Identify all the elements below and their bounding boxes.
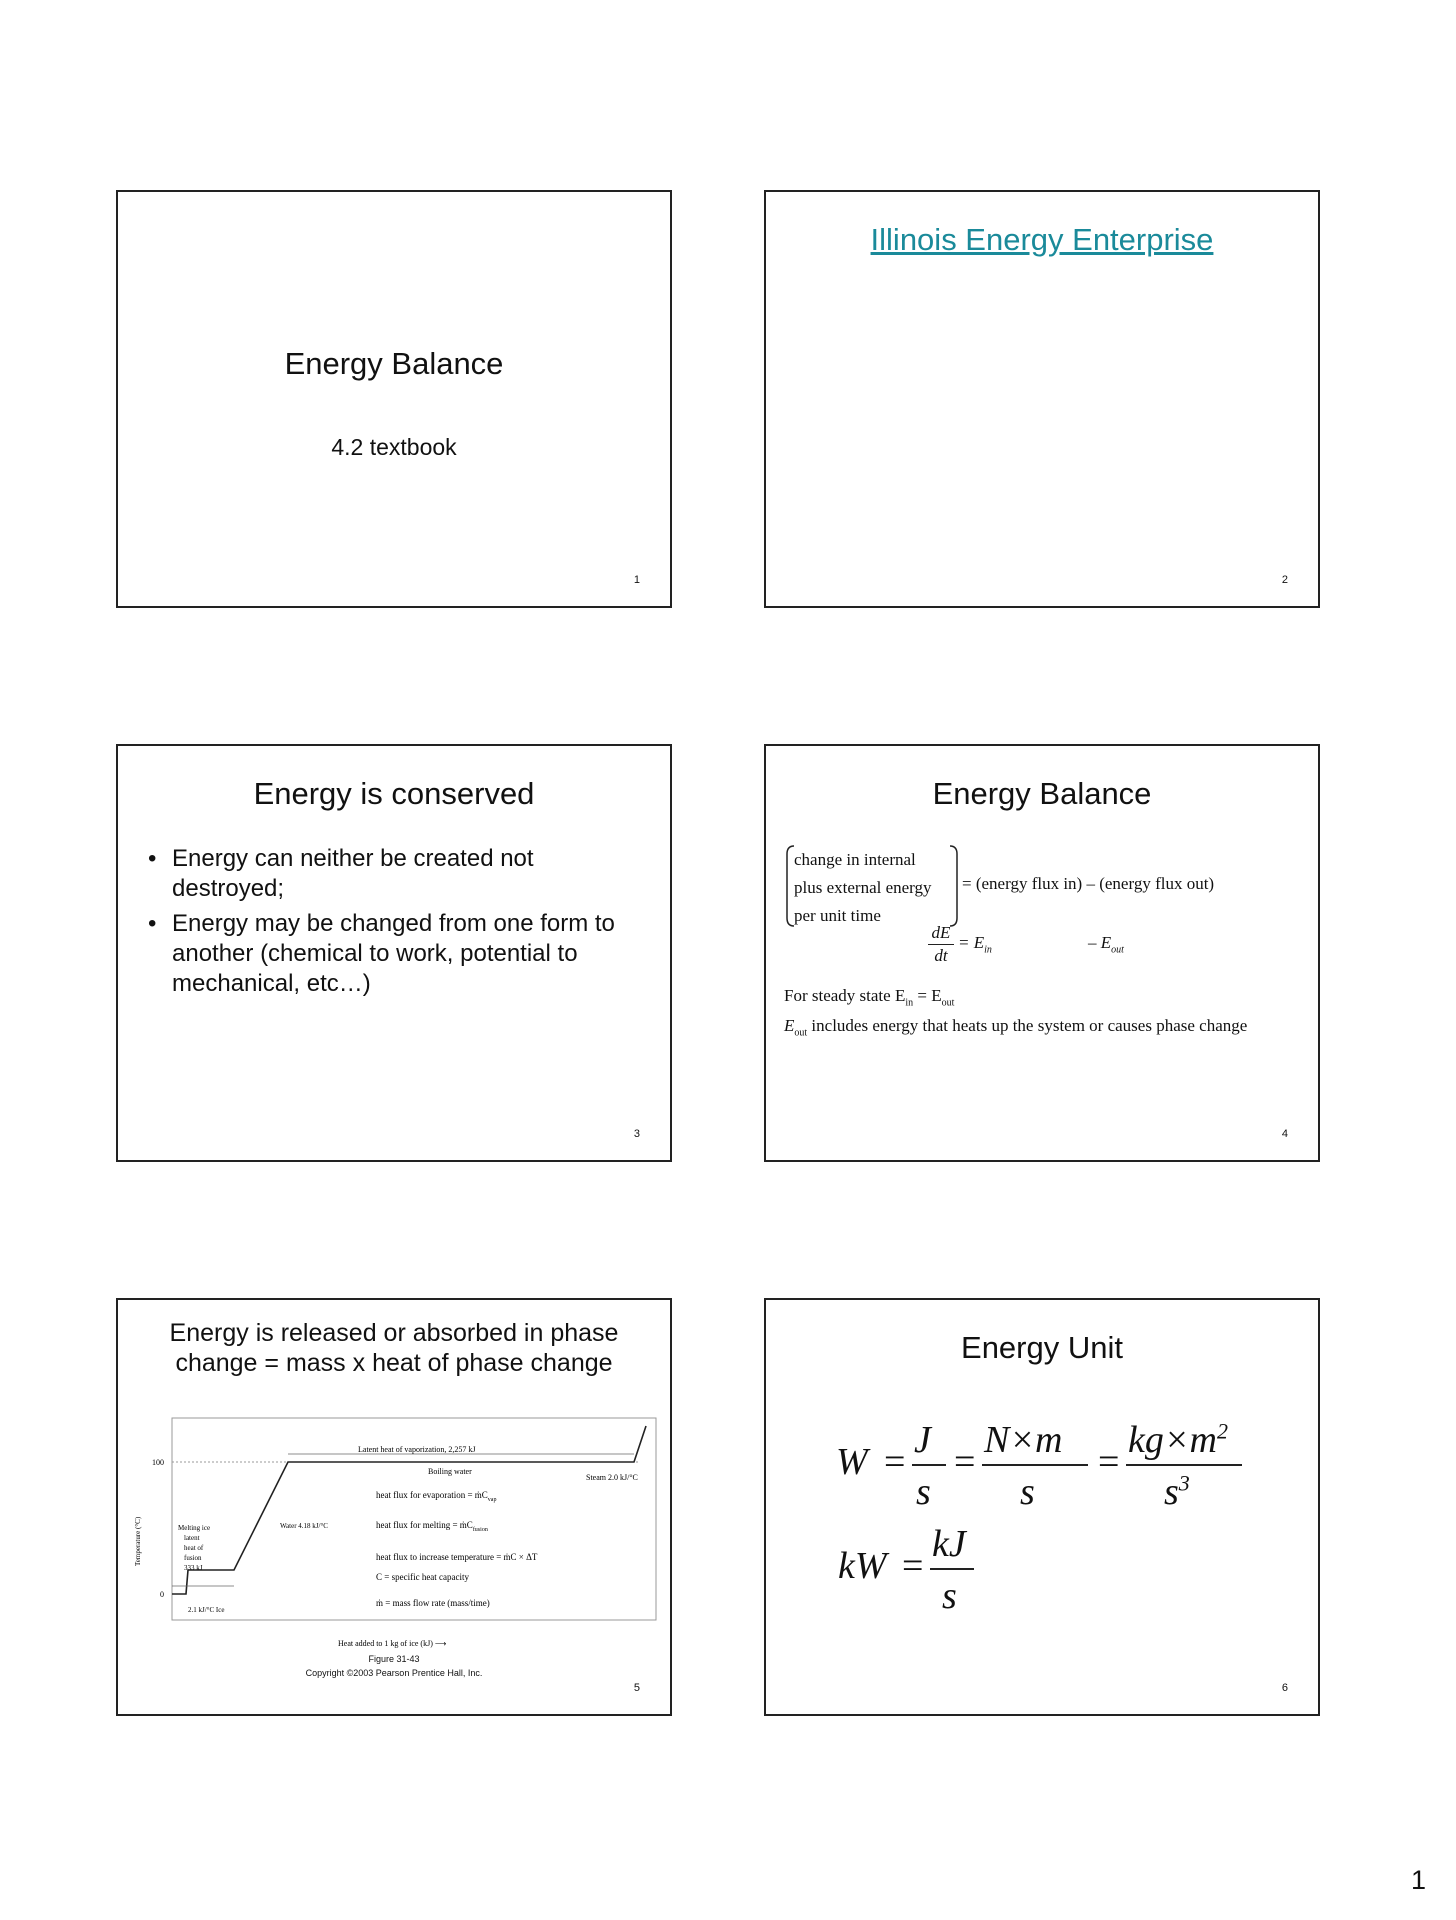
figure-number: Figure 31-43 [368,1654,420,1664]
phase-change-figure [128,1416,664,1662]
water-label: Water 4.18 kJ/°C [280,1522,328,1530]
eout-note: $E_{out}$ includes energy that heats up the system or causes phase change [784,1016,1248,1039]
melting-4: fusion [184,1554,202,1562]
flux-temp: heat flux to increase temperature = ṁC × ΔT [376,1552,538,1562]
slide-title: Energy Balance [932,776,1152,811]
y-0: 0 [160,1590,164,1599]
bullet-item: • Energy can neither be created not destroyed; [148,844,646,904]
slide-number: 5 [633,1682,640,1694]
slide-3 [116,744,672,1162]
formula-w: W [836,1441,868,1483]
slide-title: Energy is released or absorbed in phase change = mass x heat of phase change [169,1319,619,1377]
slide-5 [116,1298,672,1716]
fraction-bar [982,1464,1088,1466]
ice-label: 2.1 kJ/°C Ice [188,1606,225,1614]
slide-title: Energy Balance [284,346,504,381]
derivative: dE dt [928,922,954,967]
y-axis-label: Temperature (°C) [134,1516,142,1566]
bullet-list [148,844,646,1004]
flux-melt: heat flux for melting = ṁC$_{fusion}$ [376,1520,488,1533]
equation-rhs: = (energy flux in) – (energy flux out) [962,874,1215,893]
steam-label: Steam 2.0 kJ/°C [586,1473,638,1482]
slide-4 [764,744,1320,1162]
ode-out: – $E_{out}$ [1088,933,1124,956]
bracket-text: change in internal plus external energy per unit time [794,850,932,925]
flux-evap: heat flux for evaporation = ṁC$_{vap}$ [376,1490,497,1503]
ode-in: = $E_{in}$ [958,933,992,956]
slide-number: 3 [633,1128,640,1140]
illinois-energy-link[interactable]: Illinois Energy Enterprise [870,222,1214,257]
page-number: 1 [1410,1865,1426,1895]
latent-vap-label: Latent heat of vaporization, 2,257 kJ [358,1445,476,1454]
steady-state: For steady state $E_{in} = E_{out}$ [784,986,955,1009]
slide-6: Energy Unit W = J s = N×m s = $kg\times m^2$ $s^3$ kW = kJ s 6 [764,1298,1320,1716]
m-definition: ṁ = mass flow rate (mass/time) [376,1598,490,1608]
fraction-bar [1126,1464,1242,1466]
slide-2 [764,190,1320,608]
right-bracket [948,844,960,928]
slide-1 [116,190,672,608]
melting-3: heat of [184,1544,204,1552]
slide-number: 1 [633,574,640,586]
y-100: 100 [152,1458,164,1467]
slide-title: Energy is conserved [253,776,535,811]
c-definition: C = specific heat capacity [376,1572,470,1582]
fraction-bar [912,1464,946,1466]
melting-2: latent [184,1534,200,1542]
formula-kw: kW [838,1545,887,1587]
melting-5: 333 kJ [184,1564,203,1572]
slide-number: 4 [1281,1128,1288,1140]
boiling-label: Boiling water [428,1467,472,1476]
slide-number: 2 [1281,574,1288,586]
fraction-bar [930,1568,974,1570]
slide-number: 6 [1281,1682,1288,1694]
slide-title: Energy Unit [961,1330,1123,1365]
slide-subtitle: 4.2 textbook [331,434,457,460]
x-axis-label: Heat added to 1 kg of ice (kJ) ⟶ [338,1639,447,1648]
copyright: Copyright ©2003 Pearson Prentice Hall, Inc. [305,1668,483,1678]
bullet-item: • Energy may be changed from one form to another (chemical to work, potential to mechanical, etc…) [148,909,646,999]
melting-1: Melting ice [178,1524,211,1532]
